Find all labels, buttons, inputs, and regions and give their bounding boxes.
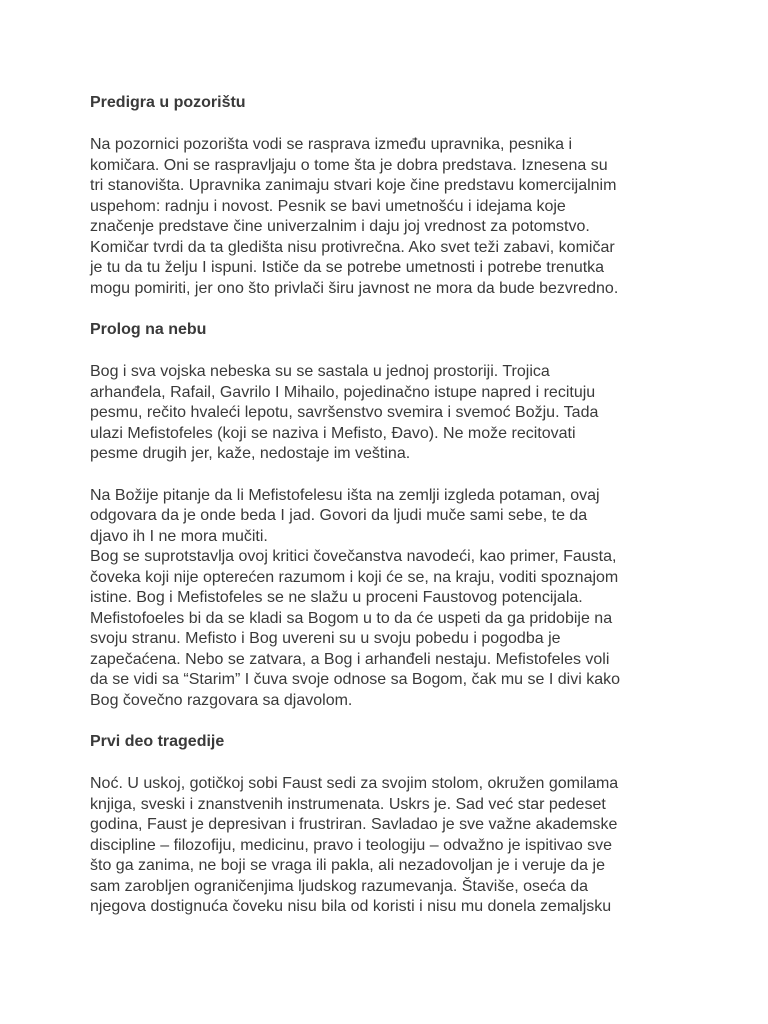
text-line: svoju stranu. Mefisto i Bog uvereni su u svoju pobedu i pogodba je xyxy=(90,630,561,647)
text-line: sam zarobljen ograničenjima ljudskog razumevanja. Štaviše, oseća da xyxy=(90,877,589,895)
paragraph xyxy=(90,486,690,712)
text-line: uspehom: radnju i novost. Pesnik se bavi umetnošću i idejama koje xyxy=(90,197,566,215)
text-line: ulazi Mefistofeles (koji se naziva i Mefisto, Đavo). Ne može recitovati xyxy=(90,424,576,442)
text-line: godina, Faust je depresivan i frustriran. Savladao je sve važne akademske xyxy=(90,816,618,833)
text-line: Na pozornici pozorišta vodi se rasprava između upravnika, pesnika i xyxy=(90,136,573,153)
text-line: Noć. U uskoj, gotičkoj sobi Faust sedi za svojim stolom, okružen gomilama xyxy=(90,775,619,792)
section-title-prvi-deo: Prvi deo tragedije xyxy=(90,733,225,750)
text-line: istine. Bog i Mefistofeles se ne slažu u proceni Faustovog potencijala. xyxy=(90,589,583,606)
text-line: discipline – filozofiju, medicinu, pravo i teologiju – odvažno je ispitivao sve xyxy=(90,836,613,854)
section-title-prolog: Prolog na nebu xyxy=(90,321,207,338)
text-line: zapečaćena. Nebo se zatvara, a Bog i arhanđeli nestaju. Mefistofeles voli xyxy=(90,650,610,668)
text-line: njegova dostignuća čoveku nisu bila od koristi i nisu mu donela zemaljsku xyxy=(90,898,612,915)
text-line: Na Božije pitanje da li Mefistofelesu išta na zemlji izgleda potaman, ovaj xyxy=(90,486,600,504)
paragraph xyxy=(90,362,690,465)
text-line: pesmu, rečito hvaleći lepotu, savršenstvo svemira i svemoć Božju. Tada xyxy=(90,404,599,421)
text-line: djavo ih I ne mora mučiti. xyxy=(90,527,268,545)
text-line: čoveka koji nije opterećen razumom i koji će se, na kraju, voditi spoznajom xyxy=(90,568,619,586)
section-title-predigra: Predigra u pozorištu xyxy=(90,94,246,111)
text-line: je tu da tu želju I ispuni. Ističe da se potrebe umetnosti i potrebe trenutka xyxy=(90,259,605,276)
text-line: komičara. Oni se raspravljaju o tome šta je dobra predstava. Iznesena su xyxy=(90,156,608,174)
text-line: Bog čovečno razgovara sa djavolom. xyxy=(90,691,353,709)
document-page xyxy=(90,93,690,918)
text-line: što ga zanima, ne boji se vraga ili pakla, ali nezadovoljan je i veruje da je xyxy=(90,857,605,874)
text-line: Bog i sva vojska nebeska su se sastala u jednoj prostoriji. Trojica xyxy=(90,363,550,380)
text-line: Bog se suprotstavlja ovoj kritici čovečanstva navodeći, kao primer, Fausta, xyxy=(90,548,617,565)
text-line: arhanđela, Rafail, Gavrilo I Mihailo, pojedinačno istupe napred i recituju xyxy=(90,383,596,401)
text-line: značenje predstave čine univerzalnim i daju joj vrednost za potomstvo. xyxy=(90,218,590,235)
text-line: da se vidi sa “Starim” I čuva svoje odnose sa Bogom, čak mu se I divi kako xyxy=(90,671,621,688)
text-line: Mefistofoeles bi da se kladi sa Bogom u to da će uspeti da ga pridobije na xyxy=(90,609,613,627)
paragraph xyxy=(90,135,690,299)
text-line: odgovara da je onde beda I jad. Govori da ljudi muče sami sebe, te da xyxy=(90,507,588,524)
text-line: knjiga, sveski i znanstvenih instrumenata. Uskrs je. Sad već star pedeset xyxy=(90,795,606,813)
paragraph xyxy=(90,774,690,918)
text-line: mogu pomiriti, jer ono što privlači širu javnost ne mora da bude bezvredno. xyxy=(90,279,619,297)
text-line: Komičar tvrdi da ta gledišta nisu protivrečna. Ako svet teži zabavi, komičar xyxy=(90,238,615,256)
text-line: pesme drugih jer, kaže, nedostaje im veština. xyxy=(90,445,411,462)
text-line: tri stanovišta. Upravnika zanimaju stvari koje čine predstavu komercijalnim xyxy=(90,177,617,194)
